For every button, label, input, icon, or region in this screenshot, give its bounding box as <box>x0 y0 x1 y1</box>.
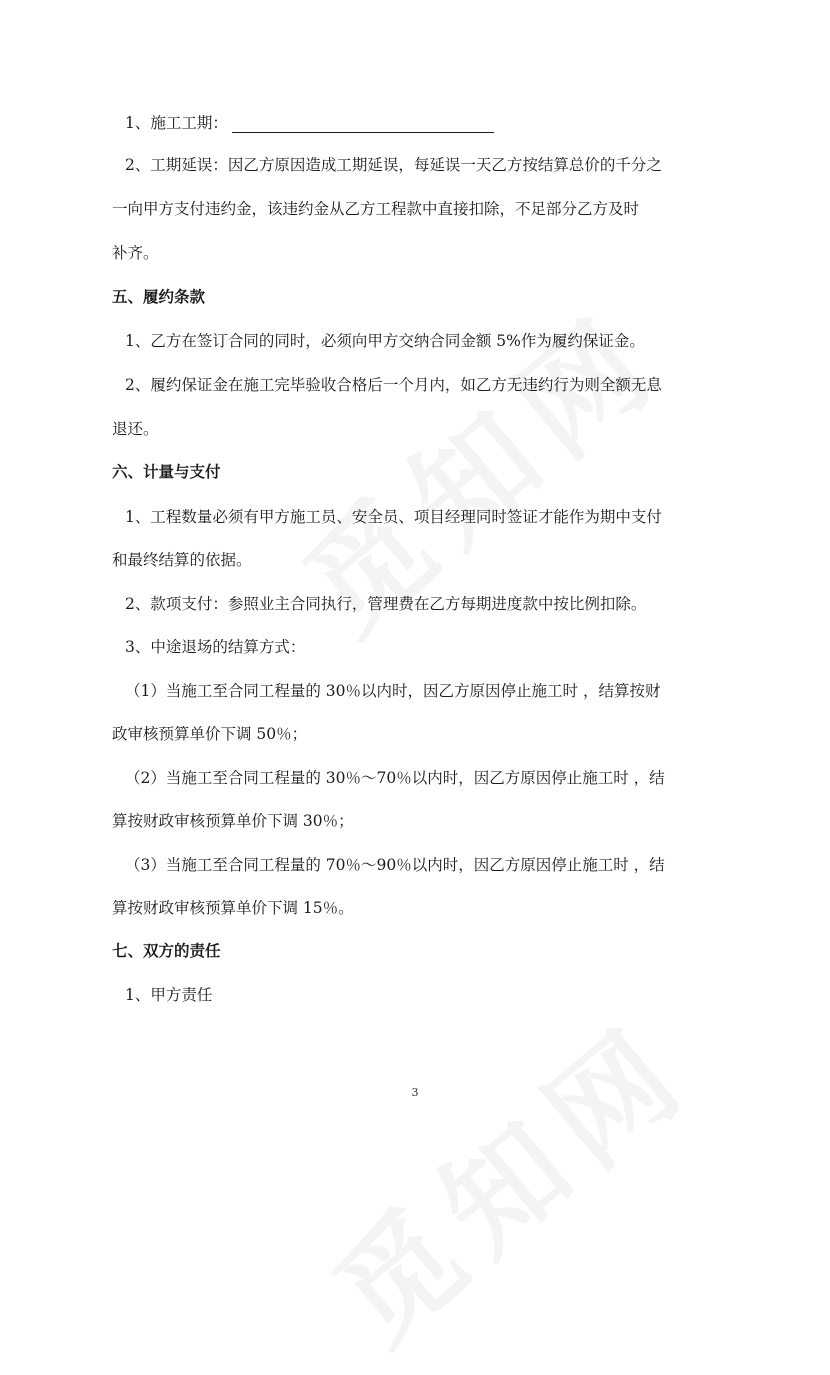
heading-text: 五、履约条款 <box>112 288 206 306</box>
line-text: 算按财政审核预算单价下调 15％。 <box>112 899 354 917</box>
line-text: 1、工程数量必须有甲方施工员、安全员、项目经理同时签证才能作为期中支付 <box>125 508 662 526</box>
line-text: 2、款项支付：参照业主合同执行，管理费在乙方每期进度款中按比例扣除。 <box>125 595 647 613</box>
line-text: （1）当施工至合同工程量的 30％以内时，因乙方原因停止施工时 ，结算按财 <box>125 682 661 700</box>
line-text: （3）当施工至合同工程量的 70％～90％以内时，因乙方原因停止施工时 ，结 <box>125 856 665 874</box>
line-text: 补齐。 <box>112 244 159 262</box>
line-text: 2、工期延误：因乙方原因造成工期延误，每延误一天乙方按结算总价的千分之 <box>125 156 662 174</box>
line-text: 1、甲方责任 <box>125 986 213 1004</box>
line-text: 3、中途退场的结算方式： <box>125 638 306 656</box>
watermark-lower <box>293 977 721 1375</box>
line-text: （2）当施工至合同工程量的 30％～70％以内时，因乙方原因停止施工时 ，结 <box>125 769 665 787</box>
page-number: 3 <box>411 1086 419 1099</box>
watermark-text-lower <box>311 998 717 1371</box>
line-text: 一向甲方支付违约金，该违约金从乙方工程款中直接扣除，不足部分乙方及时 <box>112 200 640 218</box>
heading-text: 六、计量与支付 <box>112 463 221 481</box>
line-text: 2、履约保证金在施工完毕验收合格后一个月内，如乙方无违约行为则全额无息 <box>125 376 662 394</box>
fill-in-blank-line <box>232 132 494 133</box>
line-text: 和最终结算的依据。 <box>112 551 252 569</box>
line-text: 1、乙方在签订合同的同时，必须向甲方交纳合同金额 5%作为履约保证金。 <box>125 332 645 350</box>
line-text: 政审核预算单价下调 50％； <box>112 725 308 743</box>
line-text: 算按财政审核预算单价下调 30％； <box>112 812 354 830</box>
heading-text: 七、双方的责任 <box>112 942 221 960</box>
line-text: 1、施工工期： <box>125 114 228 132</box>
line-text: 退还。 <box>112 420 159 438</box>
